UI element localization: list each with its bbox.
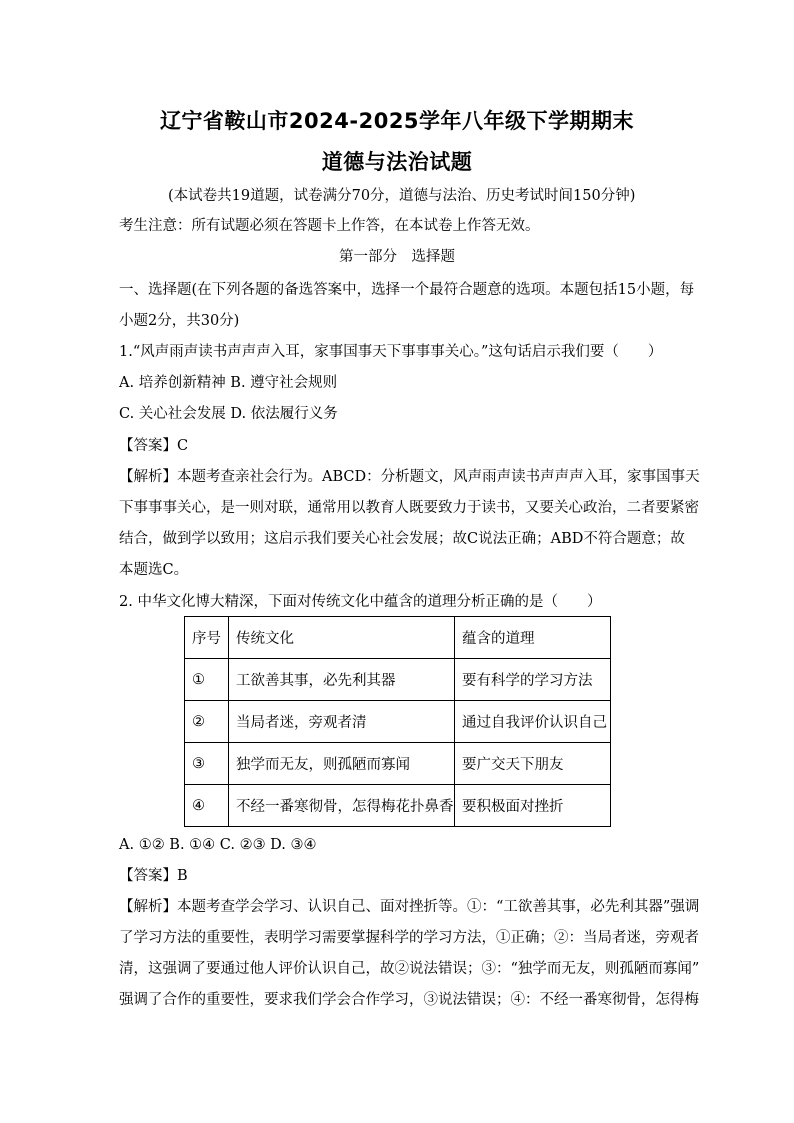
table-header-cell: 序号 xyxy=(185,617,229,659)
table-row xyxy=(185,743,611,785)
table-cell: 不经一番寒彻骨，怎得梅花扑鼻香 xyxy=(229,785,455,827)
question-1-answer: 【答案】C xyxy=(119,438,189,454)
question-2-analysis-line: 了学习方法的重要性，表明学习需要掌握科学的学习方法，①正确；②：当局者迷，旁观者 xyxy=(119,930,699,946)
question-1-analysis-line: 下事事事关心，是一则对联，通常用以教育人既要致力于读书，又要关心政治，二者要紧密 xyxy=(119,500,699,516)
table-header-cell: 传统文化 xyxy=(229,617,455,659)
exam-notice: 考生注意：所有试题必须在答题卡上作答，在本试卷上作答无效。 xyxy=(119,218,540,234)
question-1-stem: 1.“风声雨声读书声声声入耳，家事国事天下事事事关心。”这句话启示我们要（ ） xyxy=(119,344,663,360)
table-cell: 要广交天下朋友 xyxy=(455,743,611,785)
question-2-options: A. ①② B. ①④ C. ②③ D. ③④ xyxy=(119,837,317,853)
question-1-analysis-line: 【解析】本题考查亲社会行为。ABCD：分析题文，风声雨声读书声声声入耳，家事国事天 xyxy=(119,469,700,485)
question-2-analysis-line: 【解析】本题考查学会学习、认识自己、面对挫折等。①：“工欲善其事，必先利其器”强调 xyxy=(119,899,700,915)
table-cell: ① xyxy=(185,659,229,701)
question-2-analysis-line: 强调了合作的重要性，要求我们学会合作学习，③说法错误；④：不经一番寒彻骨，怎得梅 xyxy=(119,992,699,1008)
page-subtitle: 道德与法治试题 xyxy=(321,150,473,174)
table-header-row xyxy=(185,617,611,659)
table-cell: ② xyxy=(185,701,229,743)
table-row xyxy=(185,785,611,827)
table-cell: 要有科学的学习方法 xyxy=(455,659,611,701)
section-instruction-line2: 小题2分，共30分) xyxy=(119,313,240,329)
page-title: 辽宁省鞍山市2024-2025学年八年级下学期期末 xyxy=(159,109,635,133)
table-cell: ④ xyxy=(185,785,229,827)
question-2-table xyxy=(184,616,611,827)
section-title: 第一部分 选择题 xyxy=(339,249,455,265)
table-row xyxy=(185,701,611,743)
question-1-options-cd: C. 关心社会发展 D. 依法履行义务 xyxy=(119,406,338,422)
table-row xyxy=(185,659,611,701)
table-cell: 独学而无友，则孤陋而寡闻 xyxy=(229,743,455,785)
question-1-analysis-line: 本题选C。 xyxy=(119,562,189,578)
question-2-answer: 【答案】B xyxy=(119,868,188,884)
table-cell: 当局者迷，旁观者清 xyxy=(229,701,455,743)
question-2-analysis-line: 清，这强调了要通过他人评价认识自己，故②说法错误；③：“独学而无友，则孤陋而寡闻” xyxy=(119,961,700,977)
table-cell: ③ xyxy=(185,743,229,785)
table-header-cell: 蕴含的道理 xyxy=(455,617,611,659)
exam-info: (本试卷共19道题，试卷满分70分，道德与法治、历史考试时间150分钟) xyxy=(168,188,636,204)
question-1-analysis-line: 结合，做到学以致用；这启示我们要关心社会发展；故C说法正确；ABD不符合题意；故 xyxy=(119,531,685,547)
section-instruction-line1: 一、选择题(在下列各题的备选答案中，选择一个最符合题意的选项。本题包括15小题，每 xyxy=(119,282,695,298)
table-cell: 要积极面对挫折 xyxy=(455,785,611,827)
table-cell: 工欲善其事，必先利其器 xyxy=(229,659,455,701)
question-2-stem: 2. 中华文化博大精深，下面对传统文化中蕴含的道理分析正确的是（ ） xyxy=(119,594,602,610)
question-1-options-ab: A. 培养创新精神 B. 遵守社会规则 xyxy=(119,375,338,391)
table-cell: 通过自我评价认识自己 xyxy=(455,701,611,743)
